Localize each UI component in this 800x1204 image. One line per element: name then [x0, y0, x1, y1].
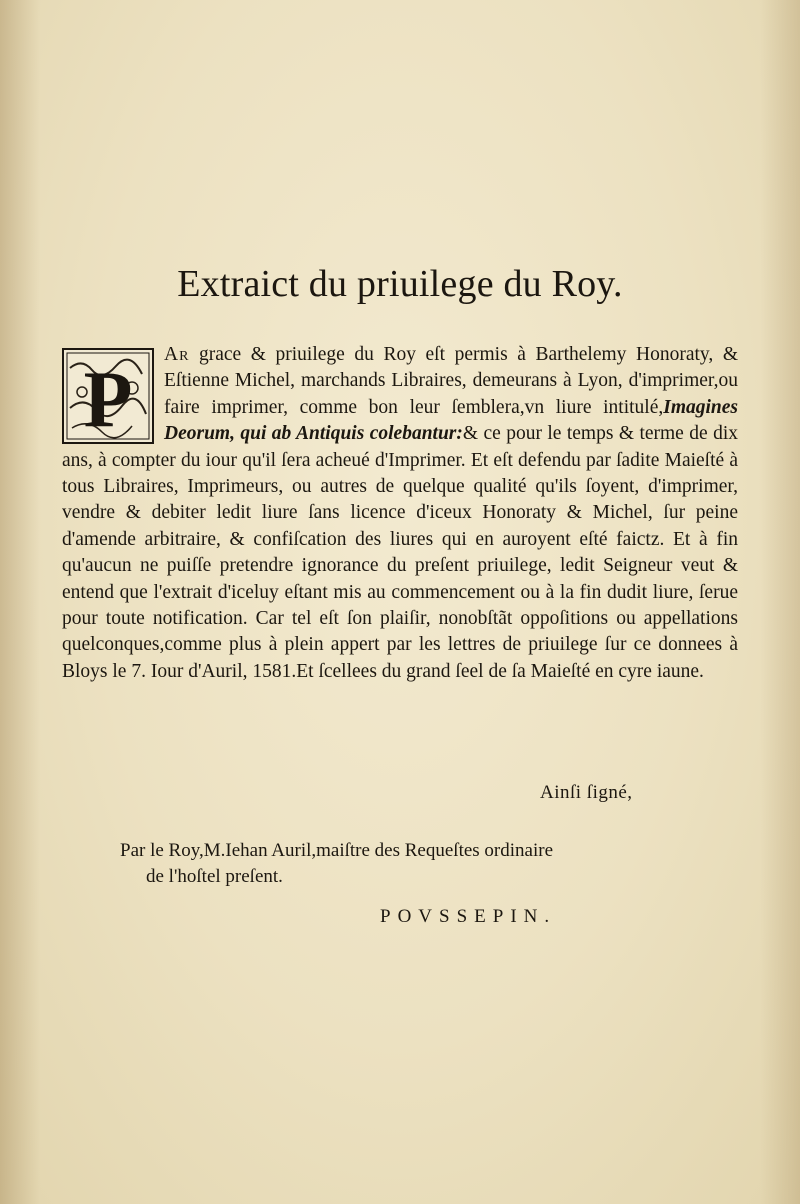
- authority-line-2: de l'hoſtel preſent.: [146, 866, 283, 887]
- page-title: Extraict du priuilege du Roy.: [177, 263, 623, 305]
- svg-text:P: P: [83, 356, 133, 444]
- book-title: Imagines Deorum, qui ab Antiquis colebantur:: [164, 396, 738, 445]
- privilege-text: [62, 342, 738, 685]
- page-edge-shadow-left: [0, 0, 40, 1204]
- authority-block: [120, 838, 680, 890]
- body-lead-text: grace & priuilege du Roy eſt permis à Barthelemy Honoraty, & Eſtienne Michel, marchands Libraires, demeurans à Lyon, d'imprimer,ou faire imprimer, comme bon leur ſemblera,vn liure intitulé,: [164, 344, 738, 418]
- signature-line: Ainſi ſigné,: [540, 782, 633, 803]
- body-rest-text: & ce pour le temps & terme de dix ans, à compter du iour qu'il ſera acheué d'Imprimer. Et eſt defendu par ſadite Maieſté à tous Libraires, Imprimeurs, ou autres de quelque qualité qu'ils ſoyent, d'imprimer, vendre & debiter ledit liure ſans licence d'iceux Honoraty & Michel, ſur peine d'amende arbitraire, & confiſcation des liures qui en auroyent eſté faictz. Et à fin qu'aucun ne puiſſe pretendre ignorance du preſent priuilege, ledit Seigneur veut & entend que l'extrait d'iceluy eſtant mis au commencement ou à la fin dudit liure, ſerue pour toute notification. Car tel eſt ſon plaiſir, nonobſtãt oppoſitions ou appellations quelconques,comme plus à plein appert par les lettres de priuilege ſur ce donnees à Bloys le 7. Iour d'Auril, 1581.Et ſcellees du grand ſeel de ſa Maieſté en cyre iaune.: [62, 423, 738, 682]
- authority-line-1: Par le Roy,M.Iehan Auril,maiſtre des Requeſtes ordinaire: [120, 840, 554, 861]
- secretary-signature: POVSSEPIN.: [380, 906, 557, 927]
- drop-cap-p-icon: [62, 348, 154, 444]
- first-word: Ar: [164, 344, 190, 365]
- page-edge-shadow-right: [760, 0, 800, 1204]
